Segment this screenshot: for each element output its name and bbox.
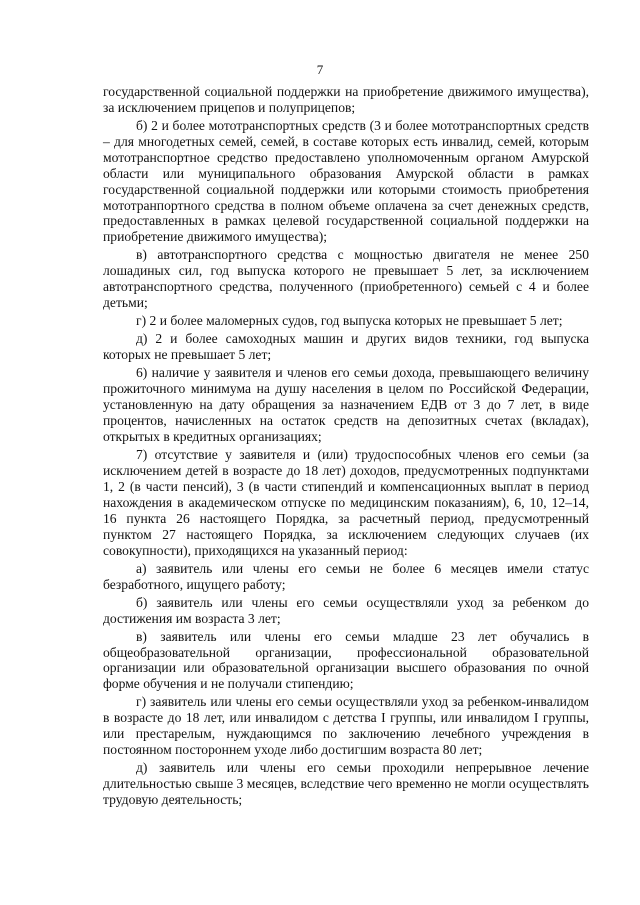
- paragraph-item-6-deposit-income: 6) наличие у заявителя и членов его семьи дохода, превышающего величину прожиточного минимума на душу населения в целом по Российской Федерации, установленную на дату обращения за назначением ЕДВ от 3 до 7 лет, в виде процентов, начисленных на остаток средств на депозитных счетах (вкладах), открытых в кредитных организациях;: [103, 365, 589, 444]
- paragraph-sub-d-treatment: д) заявитель или члены его семьи проходили непрерывное лечение длительностью свыше 3 месяцев, вследствие чего временно не могли осуществлять трудовую деятельность;: [103, 760, 589, 808]
- paragraph-item-7-no-income: 7) отсутствие у заявителя и (или) трудоспособных членов его семьи (за исключением детей в возрасте до 18 лет) доходов, предусмотренных подпунктами 1, 2 (в части пенсий), 3 (в части стипендий и компенсационных выплат в период нахождения в академическом отпуске по медицинским показаниям), 6, 10, 12–14, 16 пункта 26 настоящего Порядка, за расчетный период, предусмотренный пунктом 27 настоящего Порядка, за исключением следующих случаев (их совокупности), приходящихся на указанный период:: [103, 447, 589, 558]
- paragraph-item-g-small-vessels: г) 2 и более маломерных судов, год выпуска которых не превышает 5 лет;: [136, 313, 563, 329]
- paragraph-item-b-mototransport: б) 2 и более мототранспортных средств (3 и более мототранспортных средств – для многодетных семей, семей, в составе которых есть инвалид, семей, которым мототранспортное средство предоставлено уполномоченным органом Амурской области или муниципального образования Амурской области в рамках государственной социальной поддержки или которыми стоимость приобретения мототранпортного средства в полном объеме оплачена за счет денежных средств, предоставленных в рамках целевой государственной социальной поддержки на приобретение движимого имущества);: [103, 118, 589, 245]
- paragraph-sub-a-unemployed: а) заявитель или члены его семьи не более 6 месяцев имели статус безработного, ищущего работу;: [103, 560, 589, 592]
- page-number: 7: [316, 62, 324, 77]
- paragraph-continuation: государственной социальной поддержки на приобретение движимого имущества), за исключением прицепов и полуприцепов;: [103, 84, 589, 115]
- paragraph-sub-v-students: в) заявитель или члены его семьи младше 23 лет обучались в общеобразовательной организации, профессиональной образовательной организации или образовательной организации высшего образования по очной форме обучения и не получали стипендию;: [103, 628, 589, 692]
- paragraph-item-v-autotransport: в) автотранспортного средства с мощностью двигателя не менее 250 лошадиных сил, год выпуска которого не превышает 5 лет, за исключением автотранспортного средства, полученного (приобретенного) семьей с 4 и более детьми;: [103, 247, 589, 311]
- document-body: [103, 84, 589, 810]
- paragraph-sub-g-care: г) заявитель или члены его семьи осуществляли уход за ребенком-инвалидом в возрасте до 18 лет, или инвалидом с детства I группы, или инвалидом I группы, или престарелым, нуждающимся по заключению лечебного учреждения в постоянном постороннем уходе либо достигшим возраста 80 лет;: [103, 694, 589, 758]
- paragraph-sub-b-childcare: б) заявитель или члены его семьи осуществляли уход за ребенком до достижения им возраста 3 лет;: [103, 594, 589, 626]
- paragraph-item-d-self-propelled: д) 2 и более самоходных машин и других видов техники, год выпуска которых не превышает 5 лет;: [103, 331, 589, 363]
